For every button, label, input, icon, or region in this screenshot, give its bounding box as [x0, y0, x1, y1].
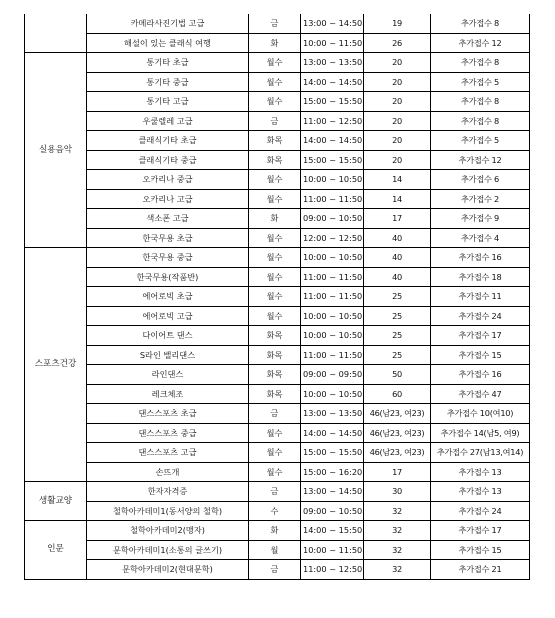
- course-name-cell: 통기타 중급: [87, 72, 249, 92]
- table-row: [25, 345, 530, 365]
- additional-registration-cell: 추가접수 16: [431, 365, 530, 385]
- capacity-cell: 26: [364, 33, 431, 53]
- course-name-cell: 색소폰 고급: [87, 209, 249, 229]
- day-cell: 금: [249, 404, 301, 424]
- day-cell: 금: [249, 111, 301, 131]
- table-row: [25, 384, 530, 404]
- course-name-cell: 통기타 고급: [87, 92, 249, 112]
- course-name-cell: 손뜨개: [87, 462, 249, 482]
- time-cell: 11:00 ~ 11:50: [301, 345, 364, 365]
- time-cell: 10:00 ~ 10:50: [301, 248, 364, 268]
- additional-registration-cell: 추가접수 11: [431, 287, 530, 307]
- time-cell: 11:00 ~ 12:50: [301, 111, 364, 131]
- table-row: [25, 33, 530, 53]
- capacity-cell: 20: [364, 131, 431, 151]
- category-cell: 실용음악: [25, 53, 87, 248]
- table-row: [25, 306, 530, 326]
- course-name-cell: 클래식기타 초급: [87, 131, 249, 151]
- day-cell: 월수: [249, 287, 301, 307]
- additional-registration-cell: 추가접수 17: [431, 326, 530, 346]
- day-cell: 화목: [249, 384, 301, 404]
- additional-registration-cell: 추가접수 8: [431, 111, 530, 131]
- capacity-cell: 25: [364, 306, 431, 326]
- table-row: [25, 92, 530, 112]
- day-cell: 화목: [249, 150, 301, 170]
- capacity-cell: 25: [364, 345, 431, 365]
- time-cell: 09:00 ~ 10:50: [301, 209, 364, 229]
- time-cell: 14:00 ~ 14:50: [301, 423, 364, 443]
- course-name-cell: 철학아카데미2(맹자): [87, 521, 249, 541]
- course-name-cell: 해설이 있는 클래식 여행: [87, 33, 249, 53]
- capacity-cell: 40: [364, 228, 431, 248]
- additional-registration-cell: 추가접수 47: [431, 384, 530, 404]
- time-cell: 11:00 ~ 12:50: [301, 560, 364, 580]
- table-row: [25, 189, 530, 209]
- additional-registration-cell: 추가접수 27(남13,여14): [431, 443, 530, 463]
- day-cell: 월수: [249, 72, 301, 92]
- day-cell: 월수: [249, 306, 301, 326]
- table-row: [25, 540, 530, 560]
- course-name-cell: 오카리나 고급: [87, 189, 249, 209]
- day-cell: 금: [249, 560, 301, 580]
- table-row: [25, 423, 530, 443]
- day-cell: 월수: [249, 189, 301, 209]
- day-cell: 화: [249, 521, 301, 541]
- category-cell: [25, 14, 87, 53]
- table-row: [25, 501, 530, 521]
- time-cell: 15:00 ~ 15:50: [301, 150, 364, 170]
- time-cell: 10:00 ~ 10:50: [301, 306, 364, 326]
- course-name-cell: 에어로빅 초급: [87, 287, 249, 307]
- capacity-cell: 40: [364, 267, 431, 287]
- day-cell: 화: [249, 33, 301, 53]
- time-cell: 14:00 ~ 14:50: [301, 72, 364, 92]
- table-row: [25, 248, 530, 268]
- course-name-cell: 댄스스포츠 중급: [87, 423, 249, 443]
- time-cell: 10:00 ~ 11:50: [301, 540, 364, 560]
- additional-registration-cell: 추가접수 18: [431, 267, 530, 287]
- additional-registration-cell: 추가접수 12: [431, 33, 530, 53]
- time-cell: 11:00 ~ 11:50: [301, 267, 364, 287]
- capacity-cell: 32: [364, 540, 431, 560]
- time-cell: 10:00 ~ 10:50: [301, 170, 364, 190]
- additional-registration-cell: 추가접수 10(여10): [431, 404, 530, 424]
- time-cell: 15:00 ~ 16:20: [301, 462, 364, 482]
- day-cell: 월수: [249, 248, 301, 268]
- additional-registration-cell: 추가접수 9: [431, 209, 530, 229]
- course-name-cell: 우쿨렐레 고급: [87, 111, 249, 131]
- day-cell: 월수: [249, 423, 301, 443]
- additional-registration-cell: 추가접수 13: [431, 482, 530, 502]
- table-row: [25, 365, 530, 385]
- capacity-cell: 30: [364, 482, 431, 502]
- course-name-cell: 에어로빅 고급: [87, 306, 249, 326]
- capacity-cell: 40: [364, 248, 431, 268]
- schedule-body: [25, 14, 530, 579]
- course-name-cell: 클래식기타 중급: [87, 150, 249, 170]
- course-name-cell: 한국무용 중급: [87, 248, 249, 268]
- additional-registration-cell: 추가접수 24: [431, 306, 530, 326]
- additional-registration-cell: 추가접수 8: [431, 14, 530, 33]
- capacity-cell: 25: [364, 287, 431, 307]
- capacity-cell: 46(남23, 여23): [364, 443, 431, 463]
- additional-registration-cell: 추가접수 5: [431, 131, 530, 151]
- capacity-cell: 32: [364, 521, 431, 541]
- table-row: [25, 462, 530, 482]
- additional-registration-cell: 추가접수 2: [431, 189, 530, 209]
- additional-registration-cell: 추가접수 17: [431, 521, 530, 541]
- capacity-cell: 20: [364, 53, 431, 73]
- course-name-cell: 레크체조: [87, 384, 249, 404]
- additional-registration-cell: 추가접수 8: [431, 92, 530, 112]
- course-name-cell: 오카리나 중급: [87, 170, 249, 190]
- time-cell: 12:00 ~ 12:50: [301, 228, 364, 248]
- day-cell: 월수: [249, 267, 301, 287]
- day-cell: 월수: [249, 443, 301, 463]
- time-cell: 15:00 ~ 15:50: [301, 92, 364, 112]
- time-cell: 15:00 ~ 15:50: [301, 443, 364, 463]
- table-row: [25, 53, 530, 73]
- capacity-cell: 46(남23, 여23): [364, 404, 431, 424]
- course-name-cell: 댄스스포츠 고급: [87, 443, 249, 463]
- table-row: [25, 482, 530, 502]
- table-row: [25, 404, 530, 424]
- additional-registration-cell: 추가접수 24: [431, 501, 530, 521]
- additional-registration-cell: 추가접수 12: [431, 150, 530, 170]
- course-name-cell: 카메라사진기법 고급: [87, 14, 249, 33]
- day-cell: 화목: [249, 345, 301, 365]
- day-cell: 화: [249, 209, 301, 229]
- capacity-cell: 20: [364, 92, 431, 112]
- capacity-cell: 20: [364, 111, 431, 131]
- table-row: [25, 170, 530, 190]
- course-name-cell: 통기타 초급: [87, 53, 249, 73]
- course-name-cell: 다이어트 댄스: [87, 326, 249, 346]
- day-cell: 화목: [249, 131, 301, 151]
- capacity-cell: 17: [364, 209, 431, 229]
- day-cell: 금: [249, 482, 301, 502]
- time-cell: 13:00 ~ 13:50: [301, 53, 364, 73]
- course-name-cell: 댄스스포츠 초급: [87, 404, 249, 424]
- capacity-cell: 25: [364, 326, 431, 346]
- time-cell: 09:00 ~ 10:50: [301, 501, 364, 521]
- time-cell: 13:00 ~ 14:50: [301, 482, 364, 502]
- table-row: [25, 228, 530, 248]
- table-row: [25, 287, 530, 307]
- course-name-cell: 한국무용 초급: [87, 228, 249, 248]
- course-schedule-table: [24, 14, 530, 580]
- capacity-cell: 20: [364, 72, 431, 92]
- capacity-cell: 17: [364, 462, 431, 482]
- table-row: [25, 131, 530, 151]
- course-name-cell: 문학아카데미2(현대문학): [87, 560, 249, 580]
- time-cell: 11:00 ~ 11:50: [301, 287, 364, 307]
- table-row: [25, 150, 530, 170]
- capacity-cell: 60: [364, 384, 431, 404]
- course-name-cell: 라인댄스: [87, 365, 249, 385]
- capacity-cell: 46(남23, 여23): [364, 423, 431, 443]
- capacity-cell: 14: [364, 170, 431, 190]
- table-row: [25, 72, 530, 92]
- capacity-cell: 32: [364, 501, 431, 521]
- time-cell: 13:00 ~ 14:50: [301, 14, 364, 33]
- day-cell: 수: [249, 501, 301, 521]
- table-row: [25, 14, 530, 33]
- additional-registration-cell: 추가접수 6: [431, 170, 530, 190]
- time-cell: 10:00 ~ 10:50: [301, 326, 364, 346]
- additional-registration-cell: 추가접수 13: [431, 462, 530, 482]
- day-cell: 월수: [249, 228, 301, 248]
- table-row: [25, 560, 530, 580]
- additional-registration-cell: 추가접수 15: [431, 540, 530, 560]
- day-cell: 화목: [249, 326, 301, 346]
- time-cell: 14:00 ~ 15:50: [301, 521, 364, 541]
- time-cell: 11:00 ~ 11:50: [301, 189, 364, 209]
- time-cell: 10:00 ~ 11:50: [301, 33, 364, 53]
- table-row: [25, 267, 530, 287]
- additional-registration-cell: 추가접수 4: [431, 228, 530, 248]
- time-cell: 10:00 ~ 10:50: [301, 384, 364, 404]
- category-cell: 스포츠건강: [25, 248, 87, 482]
- course-name-cell: 철학아카데미1(동서양의 철학): [87, 501, 249, 521]
- additional-registration-cell: 추가접수 5: [431, 72, 530, 92]
- category-cell: 생활교양: [25, 482, 87, 521]
- day-cell: 월: [249, 540, 301, 560]
- table-row: [25, 111, 530, 131]
- day-cell: 월수: [249, 53, 301, 73]
- day-cell: 금: [249, 14, 301, 33]
- additional-registration-cell: 추가접수 15: [431, 345, 530, 365]
- additional-registration-cell: 추가접수 16: [431, 248, 530, 268]
- time-cell: 14:00 ~ 14:50: [301, 131, 364, 151]
- capacity-cell: 19: [364, 14, 431, 33]
- course-name-cell: S라인 밸리댄스: [87, 345, 249, 365]
- capacity-cell: 32: [364, 560, 431, 580]
- capacity-cell: 14: [364, 189, 431, 209]
- course-name-cell: 한자자격증: [87, 482, 249, 502]
- table-row: [25, 209, 530, 229]
- time-cell: 09:00 ~ 09:50: [301, 365, 364, 385]
- table-row: [25, 443, 530, 463]
- additional-registration-cell: 추가접수 21: [431, 560, 530, 580]
- table-row: [25, 521, 530, 541]
- course-name-cell: 한국무용(작품반): [87, 267, 249, 287]
- day-cell: 화목: [249, 365, 301, 385]
- day-cell: 월수: [249, 170, 301, 190]
- category-cell: 인문: [25, 521, 87, 580]
- table-row: [25, 326, 530, 346]
- additional-registration-cell: 추가접수 14(남5, 여9): [431, 423, 530, 443]
- day-cell: 월수: [249, 92, 301, 112]
- capacity-cell: 20: [364, 150, 431, 170]
- capacity-cell: 50: [364, 365, 431, 385]
- time-cell: 13:00 ~ 13:50: [301, 404, 364, 424]
- course-name-cell: 문학아카데미1(소통의 글쓰기): [87, 540, 249, 560]
- additional-registration-cell: 추가접수 8: [431, 53, 530, 73]
- day-cell: 월수: [249, 462, 301, 482]
